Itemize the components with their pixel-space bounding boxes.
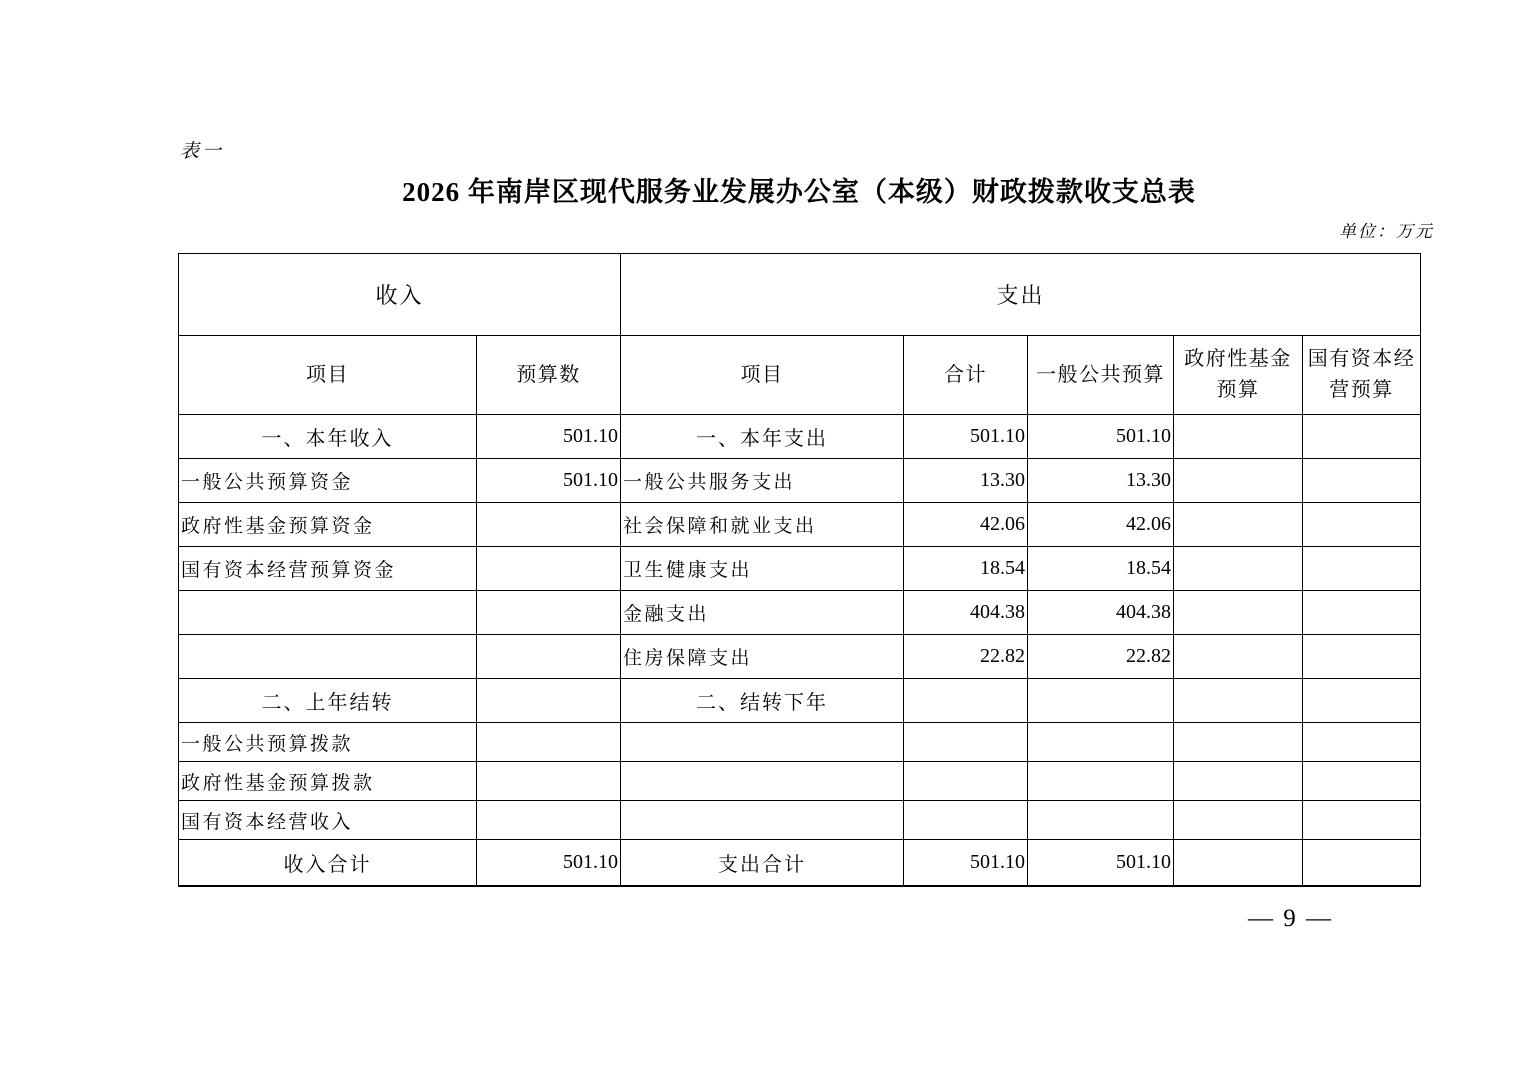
income-group-header: 收入: [179, 254, 621, 336]
income-item-cell: 一、本年收入: [179, 415, 477, 459]
general-public-cell: [1028, 723, 1174, 762]
gov-fund-total-cell: [1174, 840, 1303, 886]
general-public-cell: [1028, 762, 1174, 801]
expense-total-cell: 13.30: [904, 459, 1028, 503]
income-budget-cell: 501.10: [477, 415, 621, 459]
table-row: [179, 503, 1421, 547]
gov-fund-cell: [1174, 635, 1303, 679]
income-item-header: 项目: [179, 336, 477, 415]
gov-fund-budget-header: 政府性基金预算: [1174, 336, 1303, 415]
income-item-cell: 国有资本经营收入: [179, 801, 477, 840]
expense-total-cell: 42.06: [904, 503, 1028, 547]
state-capital-cell: [1303, 591, 1421, 635]
expense-item-cell: 金融支出: [621, 591, 904, 635]
income-total-value-cell: 501.10: [477, 840, 621, 886]
state-capital-cell: [1303, 762, 1421, 801]
general-public-cell: 404.38: [1028, 591, 1174, 635]
expense-total-cell: [904, 762, 1028, 801]
income-budget-cell: [477, 503, 621, 547]
table-row: [179, 762, 1421, 801]
state-capital-cell: [1303, 547, 1421, 591]
state-capital-budget-header: 国有资本经营预算: [1303, 336, 1421, 415]
expense-item-cell: 社会保障和就业支出: [621, 503, 904, 547]
page-title: 2026 年南岸区现代服务业发展办公室（本级）财政拨款收支总表: [402, 177, 1196, 207]
income-budget-cell: [477, 547, 621, 591]
expense-item-cell: 住房保障支出: [621, 635, 904, 679]
gov-fund-cell: [1174, 762, 1303, 801]
state-capital-cell: [1303, 415, 1421, 459]
income-budget-cell: [477, 801, 621, 840]
gov-fund-cell: [1174, 459, 1303, 503]
income-item-cell: 国有资本经营预算资金: [179, 547, 477, 591]
table-group-header-row: [179, 254, 1421, 336]
expense-item-cell: [621, 762, 904, 801]
gov-fund-cell: [1174, 679, 1303, 723]
income-budget-cell: [477, 679, 621, 723]
expense-item-cell: [621, 723, 904, 762]
income-budget-cell: [477, 591, 621, 635]
expense-total-cell: 22.82: [904, 635, 1028, 679]
expense-total-cell: 404.38: [904, 591, 1028, 635]
gov-fund-cell: [1174, 801, 1303, 840]
general-public-cell: 22.82: [1028, 635, 1174, 679]
state-capital-cell: [1303, 459, 1421, 503]
general-public-cell: 501.10: [1028, 415, 1174, 459]
income-budget-cell: [477, 635, 621, 679]
state-capital-total-cell: [1303, 840, 1421, 886]
table-row: [179, 459, 1421, 503]
income-budget-cell: [477, 762, 621, 801]
state-capital-cell: [1303, 635, 1421, 679]
general-public-total-cell: 501.10: [1028, 840, 1174, 886]
expense-total-header: 合计: [904, 336, 1028, 415]
gov-fund-cell: [1174, 723, 1303, 762]
expense-total-cell: 18.54: [904, 547, 1028, 591]
gov-fund-cell: [1174, 547, 1303, 591]
expense-group-header: 支出: [621, 254, 1421, 336]
gov-fund-cell: [1174, 591, 1303, 635]
table-column-header-row: [179, 336, 1421, 415]
general-public-cell: [1028, 801, 1174, 840]
state-capital-cell: [1303, 679, 1421, 723]
general-public-budget-header: 一般公共预算: [1028, 336, 1174, 415]
state-capital-cell: [1303, 801, 1421, 840]
gov-fund-cell: [1174, 415, 1303, 459]
income-item-cell: 政府性基金预算拨款: [179, 762, 477, 801]
general-public-cell: [1028, 679, 1174, 723]
table-row: [179, 547, 1421, 591]
expense-total-label-cell: 支出合计: [621, 840, 904, 886]
expense-item-header: 项目: [621, 336, 904, 415]
income-item-cell: [179, 591, 477, 635]
gov-fund-cell: [1174, 503, 1303, 547]
income-item-cell: [179, 635, 477, 679]
income-budget-header: 预算数: [477, 336, 621, 415]
general-public-cell: 13.30: [1028, 459, 1174, 503]
income-total-label-cell: 收入合计: [179, 840, 477, 886]
state-capital-cell: [1303, 503, 1421, 547]
expense-total-cell: [904, 679, 1028, 723]
expense-total-cell: [904, 801, 1028, 840]
budget-summary-table: [178, 253, 1421, 887]
expense-item-cell: 一般公共服务支出: [621, 459, 904, 503]
state-capital-cell: [1303, 723, 1421, 762]
table-total-row: [179, 840, 1421, 886]
unit-note: 单位：万元: [1339, 222, 1434, 241]
income-item-cell: 一般公共预算拨款: [179, 723, 477, 762]
general-public-cell: 42.06: [1028, 503, 1174, 547]
expense-total-cell: [904, 723, 1028, 762]
income-item-cell: 一般公共预算资金: [179, 459, 477, 503]
page-number: — 9 —: [1248, 905, 1333, 932]
table-label: 表一: [180, 141, 225, 162]
income-item-cell: 二、上年结转: [179, 679, 477, 723]
table-row: [179, 679, 1421, 723]
expense-item-cell: 二、结转下年: [621, 679, 904, 723]
expense-item-cell: 一、本年支出: [621, 415, 904, 459]
income-budget-cell: [477, 723, 621, 762]
table-row: [179, 591, 1421, 635]
expense-item-cell: [621, 801, 904, 840]
expense-total-cell: 501.10: [904, 415, 1028, 459]
table-row: [179, 415, 1421, 459]
table-row: [179, 801, 1421, 840]
general-public-cell: 18.54: [1028, 547, 1174, 591]
expense-total-value-cell: 501.10: [904, 840, 1028, 886]
income-budget-cell: 501.10: [477, 459, 621, 503]
income-item-cell: 政府性基金预算资金: [179, 503, 477, 547]
table-row: [179, 635, 1421, 679]
table-row: [179, 723, 1421, 762]
expense-item-cell: 卫生健康支出: [621, 547, 904, 591]
